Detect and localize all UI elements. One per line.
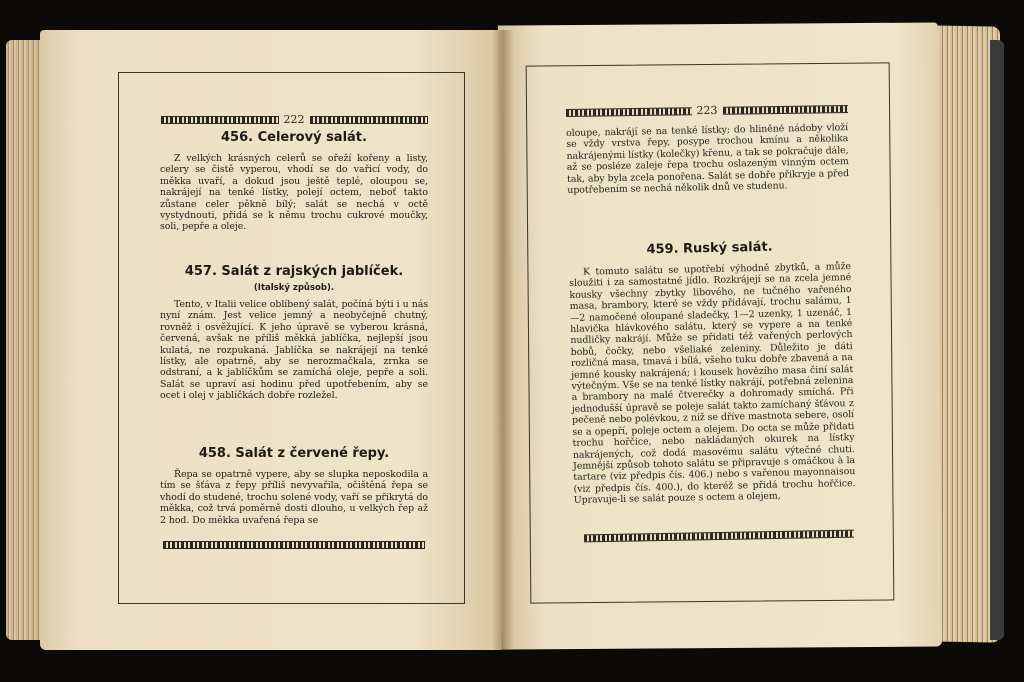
recipe-title: 459. Ruský salát. <box>646 239 773 258</box>
recipe-456 <box>160 130 428 233</box>
page-number: 222 <box>283 113 305 126</box>
ornament-border <box>161 116 279 124</box>
ornament-border <box>310 116 428 124</box>
recipe-text: Řepa se opatrně vypere, aby se slupka neposkodila a tím se šťáva z řepy příliš nevyvařila, očištěná řepa se vhodí do studené, trochu solené vody, vaří se přikrytá do měkka, což trvá poměrně dosti dlouho, u velkých řep až 2 hod. Do měkka uvařená řepa se <box>160 469 428 526</box>
left-page-header <box>160 113 428 126</box>
page-number: 223 <box>696 103 718 118</box>
recipe-subtitle: (Italský způsob). <box>253 283 335 293</box>
recipe-459 <box>568 238 855 506</box>
recipe-title: 457. Salát z rajských jablíček. <box>184 264 404 279</box>
recipe-title: 458. Salát z červené řepy. <box>198 446 390 461</box>
recipe-458 <box>160 446 428 526</box>
recipe-text: Z velkých krásných celerů se ořeží kořeny a listy, celery se čistě vyperou, vhodí se do vařicí vody, do měkka uvaří, a dokud jsou ještě teplé, oloupou se, nakrájejí na tenké lístky, polejí octem, neboť takto zůstane celer pěkně bílý; salát se nechá v octě vystydnouti, přidá se k němu trochu cukrové moučky, soli, pepře a oleje. <box>160 153 428 233</box>
recipe-457 <box>160 264 428 402</box>
recipe-title: 456. Celerový salát. <box>221 130 367 145</box>
book-gutter <box>492 30 514 650</box>
ornament-border <box>566 107 692 117</box>
recipe-text: oloupe, nakrájí se na tenké lístky; do hliněné nádoby vloží se vždy vrstva řepy, posype trochou kmínu a několika nakrájenými lístky (kolečky) křenu, a tak se pokračuje dále, až se posléze zaleje řepa trochu oslazeným vinným octem tak, aby byla zcela ponořena. Salát se dobře přikryje a před upotřebením se nechá několik dnů ve studenu. <box>566 122 850 197</box>
book-cover-right <box>990 40 1004 640</box>
recipe-458-continuation <box>566 122 849 196</box>
ornament-border <box>163 541 425 549</box>
recipe-text: Tento, v Italii velice oblíbený salát, počíná býti i u nás nyní znám. Jest velice jemný a neobyčejně chutný, rovněž i osvěžující. K jeho úpravě se vyberou krásná, červená, avšak ne příliš měkká jablíčka, nejlepší jsou kulatá, ne rozpukaná. Jablíčka se nakrájejí na tenké lístky, ale opatrně, aby se nerozmačkala, zrnka se odstraní, a k jablíčkům se zamíchá oleje, pepře a soli. Salát se upraví asi hodinu před upotřebením, aby se ocet i olej v jablíčkách dobře rozležel. <box>160 299 428 402</box>
left-page-footer <box>160 541 428 549</box>
recipe-text: K tomuto salátu se upotřebí výhodně zbytků, a může sloužiti i za samostatné jídlo. Rozkrájejí se na zcela jemné kousky všechny zbytky libového, ne tučného vařeného masa, brambory, které se vždy přidávají, trochu salámu, 1—2 namočené oloupané sladečky, 1—2 uzenky, 1 uzenáč, 1 hlavička hlávkového salátu, který se vypere a na tenké nudličky nakrájí. Může se přidati též vařených perlových bobů, čočky, nebo všeliaké zeleniny. Důležito je dáti rozličná masa, tmavá i bílá, všeho tuku dobře zbavená a na jemné kousky nakrájená; i kousek hovězího masa činí salát výtečným. Vše se na tenké lístky nakrájí, potřebná zelenina a brambory na malé čtverečky a dohromady smíchá. Při jednodušší úpravě se poleje salát takto zamíchaný šťávou z pečeně nebo polévkou, z níž se dříve mastnota sebere, osolí se a opepří, poleje octem a olejem. Do octa se může přidati trochu hořčice, nebo nakládaných okurek na lístky nakrájených, což dodá masovému salátu výtečné chuti. Jemnější způsob tohoto salátu se připravuje s omáčkou à la tartare (viz předpis čís. 406.) nebo s vařenou mayonnaisou (viz předpis čís. 400.), do kteréž se přidá trochu hořčice. Upravuje-li se salát pouze s octem a olejem, <box>569 261 856 507</box>
ornament-border <box>722 105 848 115</box>
